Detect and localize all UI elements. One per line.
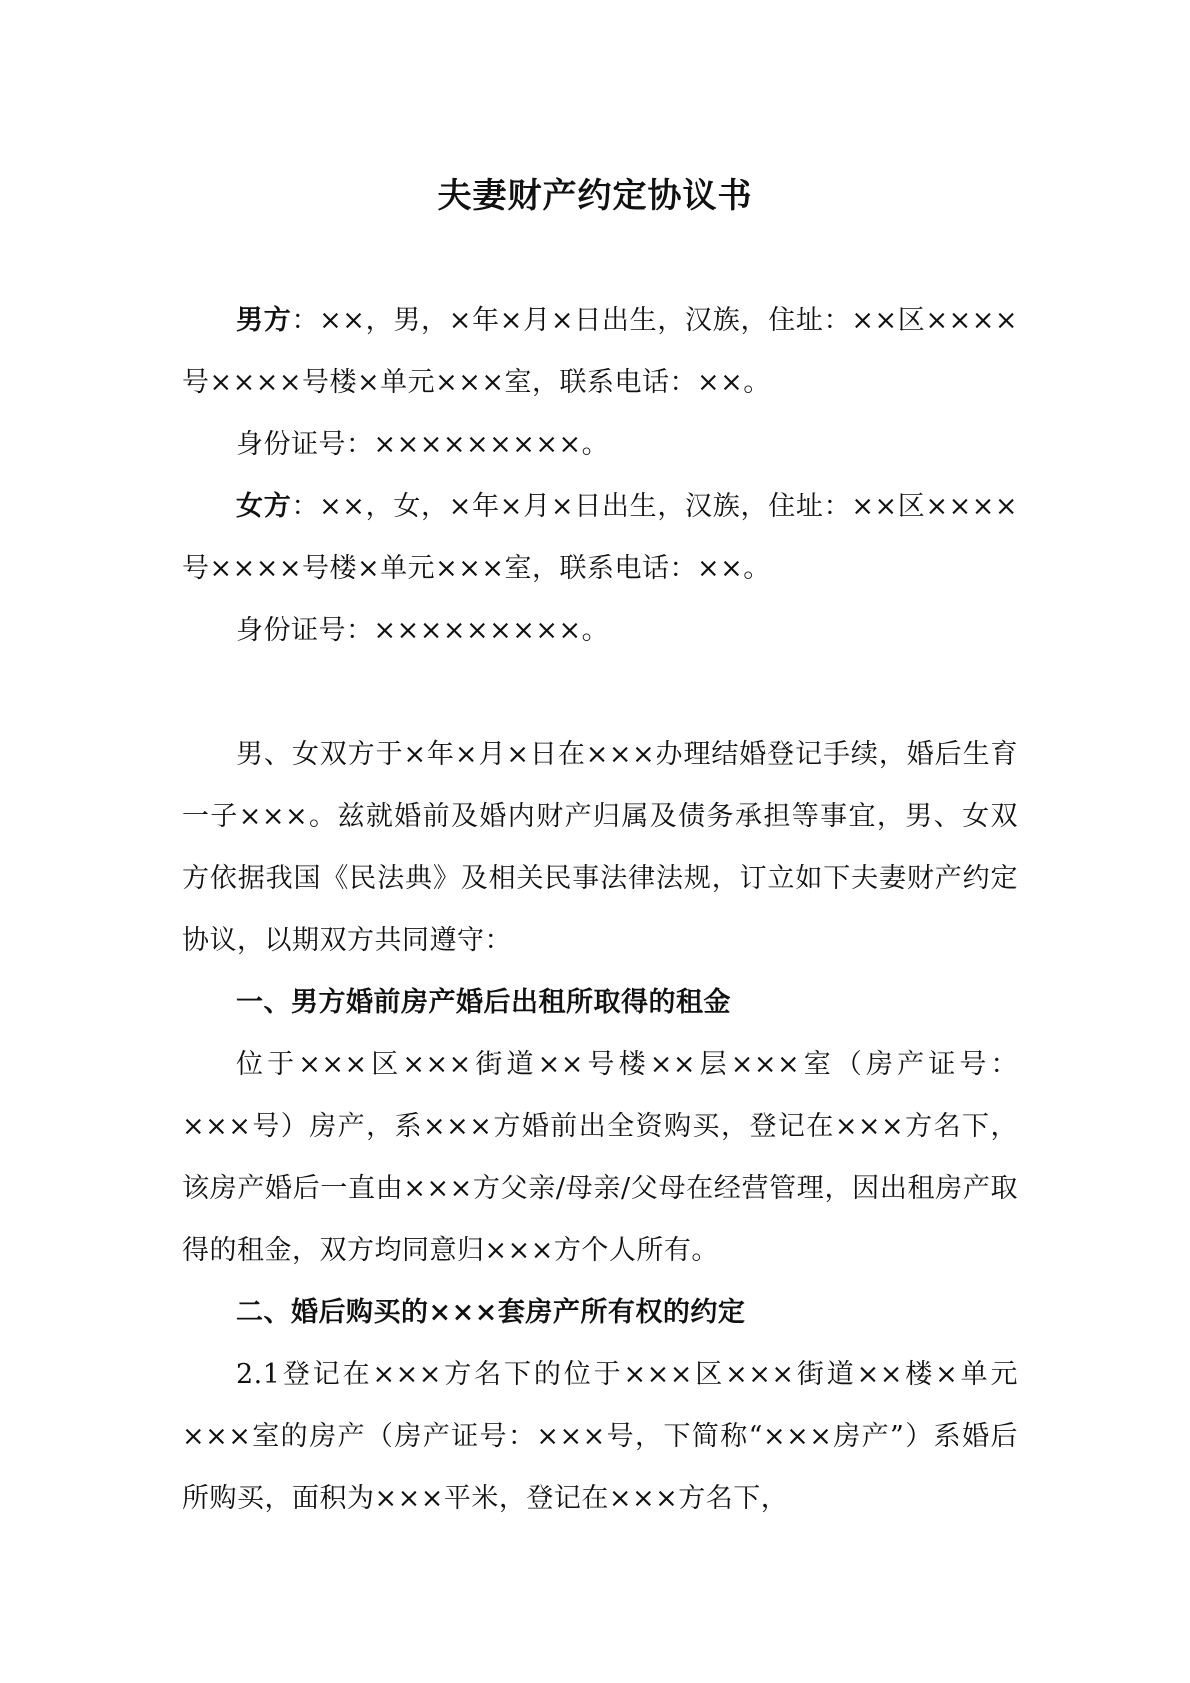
document-body [182,290,1018,1530]
female-party-text: ：××，女，×年×月×日出生，汉族，住址：××区××××号××××号楼×单元×××室，联系电话：××。 [182,491,1019,584]
female-party-paragraph [182,476,1018,600]
male-party-paragraph [182,290,1018,414]
female-id-line: 身份证号：×××××××××。 [236,615,610,646]
section-1-heading: 一、男方婚前房产婚后出租所取得的租金 [236,987,731,1018]
male-party-label: 男方 [236,305,292,336]
section-2-heading: 二、婚后购买的×××套房产所有权的约定 [236,1297,746,1328]
section-1-body: 位于×××区×××街道××号楼××层×××室（房产证号：×××号）房产，系×××方婚前出全资购买，登记在×××方名下，该房产婚后一直由×××方父亲/母亲/父母在经营管理，因出租房产取得的租金，双方均同意归×××方个人所有。 [182,1049,1018,1266]
male-party-text: ：××，男，×年×月×日出生，汉族，住址：××区××××号××××号楼×单元×××室，联系电话：××。 [182,305,1019,398]
male-id-line: 身份证号：×××××××××。 [236,429,610,460]
preamble-paragraph: 男、女双方于×年×月×日在×××办理结婚登记手续，婚后生育一子×××。兹就婚前及婚内财产归属及债务承担等事宜，男、女双方依据我国《民法典》及相关民事法律法规，订立如下夫妻财产约定协议，以期双方共同遵守： [182,739,1018,956]
document-title: 夫妻财产约定协议书 [437,176,753,216]
section-2-body: 2.1登记在×××方名下的位于×××区×××街道××楼×单元×××室的房产（房产证号：×××号，下简称“×××房产”）系婚后所购买，面积为×××平米，登记在×××方名下， [182,1359,1018,1514]
female-party-label: 女方 [236,491,292,522]
